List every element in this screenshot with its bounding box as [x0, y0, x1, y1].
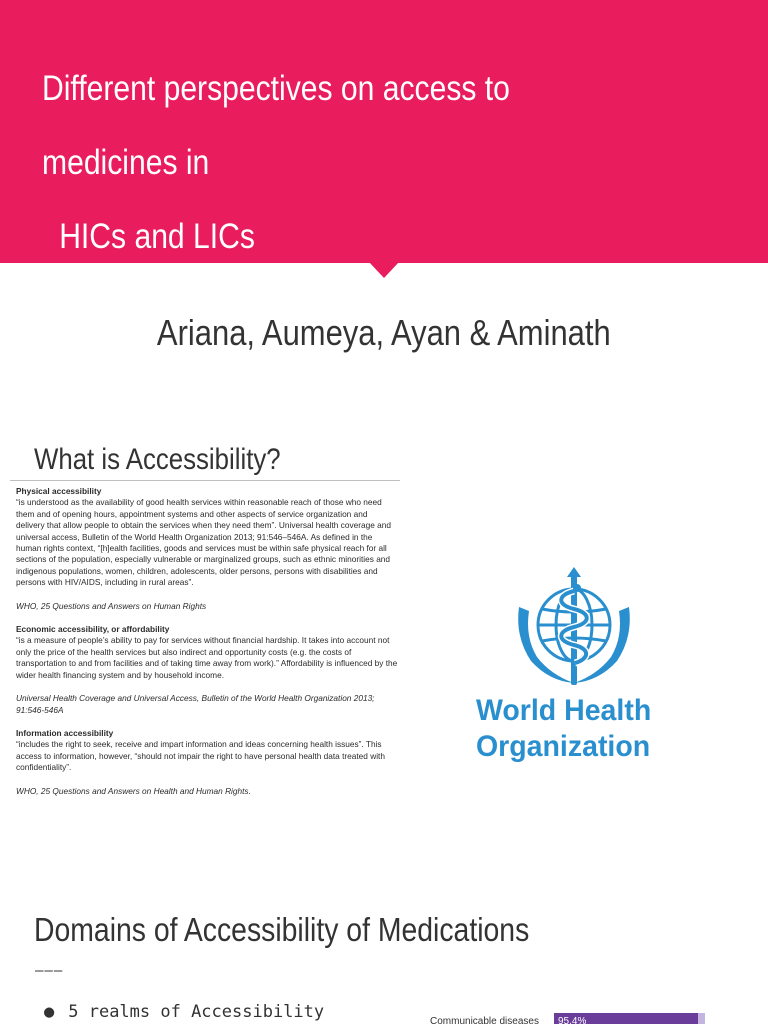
- bullet-text: 5 realms of Accessibility: [68, 1002, 325, 1022]
- definition-citation: Universal Health Coverage and Universal Access, Bulletin of the World Health Organization 2013; 91:546-546A: [16, 693, 375, 715]
- definition-citation: WHO, 25 Questions and Answers on Health and Human Rights.: [16, 785, 251, 796]
- bullet-icon: ●: [44, 1002, 55, 1022]
- title-divider: [10, 480, 400, 481]
- definition-heading: Economic accessibility, or affordability: [16, 624, 170, 635]
- who-wordmark: [476, 693, 686, 765]
- definition-heading: Information accessibility: [16, 727, 114, 738]
- definition-body: “is a measure of people’s ability to pay for services without financial hardship. It takes into account not only the price of the health services but also indirect and opportunity costs (e.g. the costs of transportation to and from facilities and of taking time away from work).” Affordability is influenced by the wider health financing system and by household income.: [16, 635, 398, 680]
- title-line-1: Different perspectives on access to medicines in: [42, 69, 510, 182]
- definition-physical: [16, 486, 398, 589]
- who-logo: [476, 567, 676, 767]
- who-wordmark-line1: World Health: [476, 694, 652, 727]
- definition-economic: [16, 624, 398, 681]
- presentation-title: [42, 52, 644, 274]
- definition-heading: Physical accessibility: [16, 486, 102, 496]
- domains-title: Domains of Accessibility of Medications: [34, 911, 530, 948]
- authors-text: Ariana, Aumeya, Ayan & Aminath: [157, 312, 611, 353]
- banner-notch: [369, 262, 399, 278]
- title-line-2: HICs and LICs: [59, 217, 255, 256]
- who-wordmark-line2: Organization: [476, 730, 651, 763]
- chart-value-label: 95.4%: [558, 1016, 587, 1024]
- chart-category-label: Communicable diseases: [430, 1016, 539, 1024]
- accessibility-definitions: [16, 486, 398, 809]
- title-banner: [0, 0, 768, 263]
- definition-information: [16, 728, 398, 774]
- bullet-item: [44, 1002, 324, 1022]
- definition-body: “includes the right to seek, receive and impart information and ideas concerning health issues”. This access to information, however, “should not impair the right to have personal health data treated with confidentiality”.: [16, 739, 385, 773]
- definition-citation: WHO, 25 Questions and Answers on Human Rights: [16, 600, 207, 611]
- bar-chart: [430, 1010, 720, 1024]
- title-accent-dashes: ———: [35, 963, 64, 979]
- authors: [0, 312, 768, 354]
- who-emblem-icon: [509, 567, 639, 692]
- accessibility-title: What is Accessibility?: [34, 443, 281, 476]
- definition-body: “is understood as the availability of good health services within reasonable reach of those who need them and of opening hours, appointment systems and other aspects of service organization and delivery that allow people to obtain the services when they need them”. Universal health coverage and universal access, Bulletin of the World Health Organization 2013; 91:546–546A. As defined in the human rights context, “[h]ealth facilities, goods and services must be within safe physical reach for all sections of the population, especially vulnerable or marginalized groups, such as ethnic minorities and indigenous populations, women, children, adolescents, older persons, persons with disabilities and persons with HIV/AIDS, including in rural areas”.: [16, 497, 391, 588]
- chart-bar-remainder: [698, 1013, 705, 1024]
